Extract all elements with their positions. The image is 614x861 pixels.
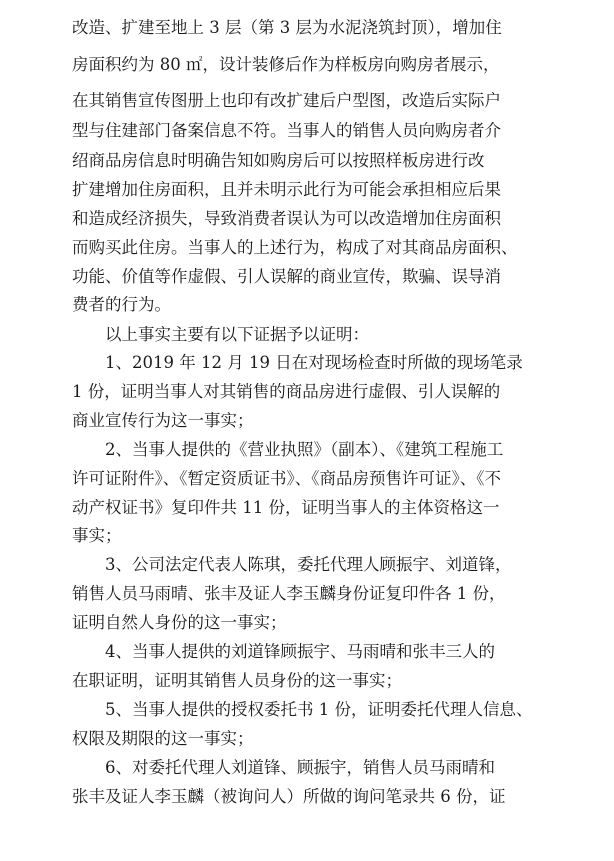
- text-line: 房面积约为 80 ㎡，设计装修后作为样板房向购房者展示，: [72, 55, 500, 74]
- text-line: 证明自然人身份的这一事实；: [72, 613, 287, 632]
- paragraph-first-line: 3、公司法定代表人陈琪，委托代理人顾振宇、刘道锋，: [105, 555, 512, 574]
- text-line: 费者的行为。: [72, 295, 171, 314]
- text-line: 权限及期限的这一事实；: [72, 729, 254, 748]
- paragraph-first-line: 6、对委托代理人刘道锋、顾振宇，销售人员马雨晴和: [105, 758, 495, 777]
- text-line: 在其销售宣传图册上也印有改扩建后户型图，改造后实际户: [72, 91, 501, 110]
- paragraph-first-line: 5、当事人提供的授权委托书 1 份，证明委托代理人信息、: [105, 700, 533, 719]
- text-line: 动产权证书》复印件共 11 份，证明当事人的主体资格这一: [72, 498, 500, 517]
- text-line: 商业宣传行为这一事实；: [72, 411, 254, 430]
- text-line: 改造、扩建至地上 3 层（第 3 层为水泥浇筑封顶），增加住: [72, 18, 502, 37]
- text-line: 型与住建部门备案信息不符。当事人的销售人员向购房者介: [72, 121, 501, 140]
- text-line: 事实；: [72, 526, 122, 545]
- text-line: 扩建增加住房面积，且并未明示此行为可能会承担相应后果: [72, 180, 501, 199]
- text-line: 许可证附件》、《暂定资质证书》、《商品房预售许可证》、《不: [72, 469, 501, 488]
- text-line: 销售人员马雨晴、张丰及证人李玉麟身份证复印件各 1 份，: [72, 584, 506, 603]
- text-line: 和造成经济损失，导致消费者误认为可以改造增加住房面积: [72, 209, 501, 228]
- text-line: 1 份，证明当事人对其销售的商品房进行虚假、引人误解的: [72, 382, 501, 401]
- paragraph-first-line: 以上事实主要有以下证据予以证明：: [105, 325, 369, 344]
- text-line: 而购买此住房。当事人的上述行为，构成了对其商品房面积、: [72, 238, 518, 257]
- text-line: 张丰及证人李玉麟（被询问人）所做的询问笔录共 6 份，证: [72, 787, 506, 806]
- text-line: 在职证明，证明其销售人员身份的这一事实；: [72, 671, 402, 690]
- paragraph-first-line: 4、当事人提供的刘道锋顾振宇、马雨晴和张丰三人的: [105, 642, 495, 661]
- text-line: 功能、价值等作虚假、引人误解的商业宣传，欺骗、误导消: [72, 267, 501, 286]
- paragraph-first-line: 1、2019 年 12 月 19 日在对现场检查时所做的现场笔录: [105, 353, 523, 372]
- paragraph-first-line: 2、当事人提供的《营业执照》（副本）、《建筑工程施工: [105, 440, 504, 459]
- text-line: 绍商品房信息时明确告知如购房后可以按照样板房进行改: [72, 151, 485, 170]
